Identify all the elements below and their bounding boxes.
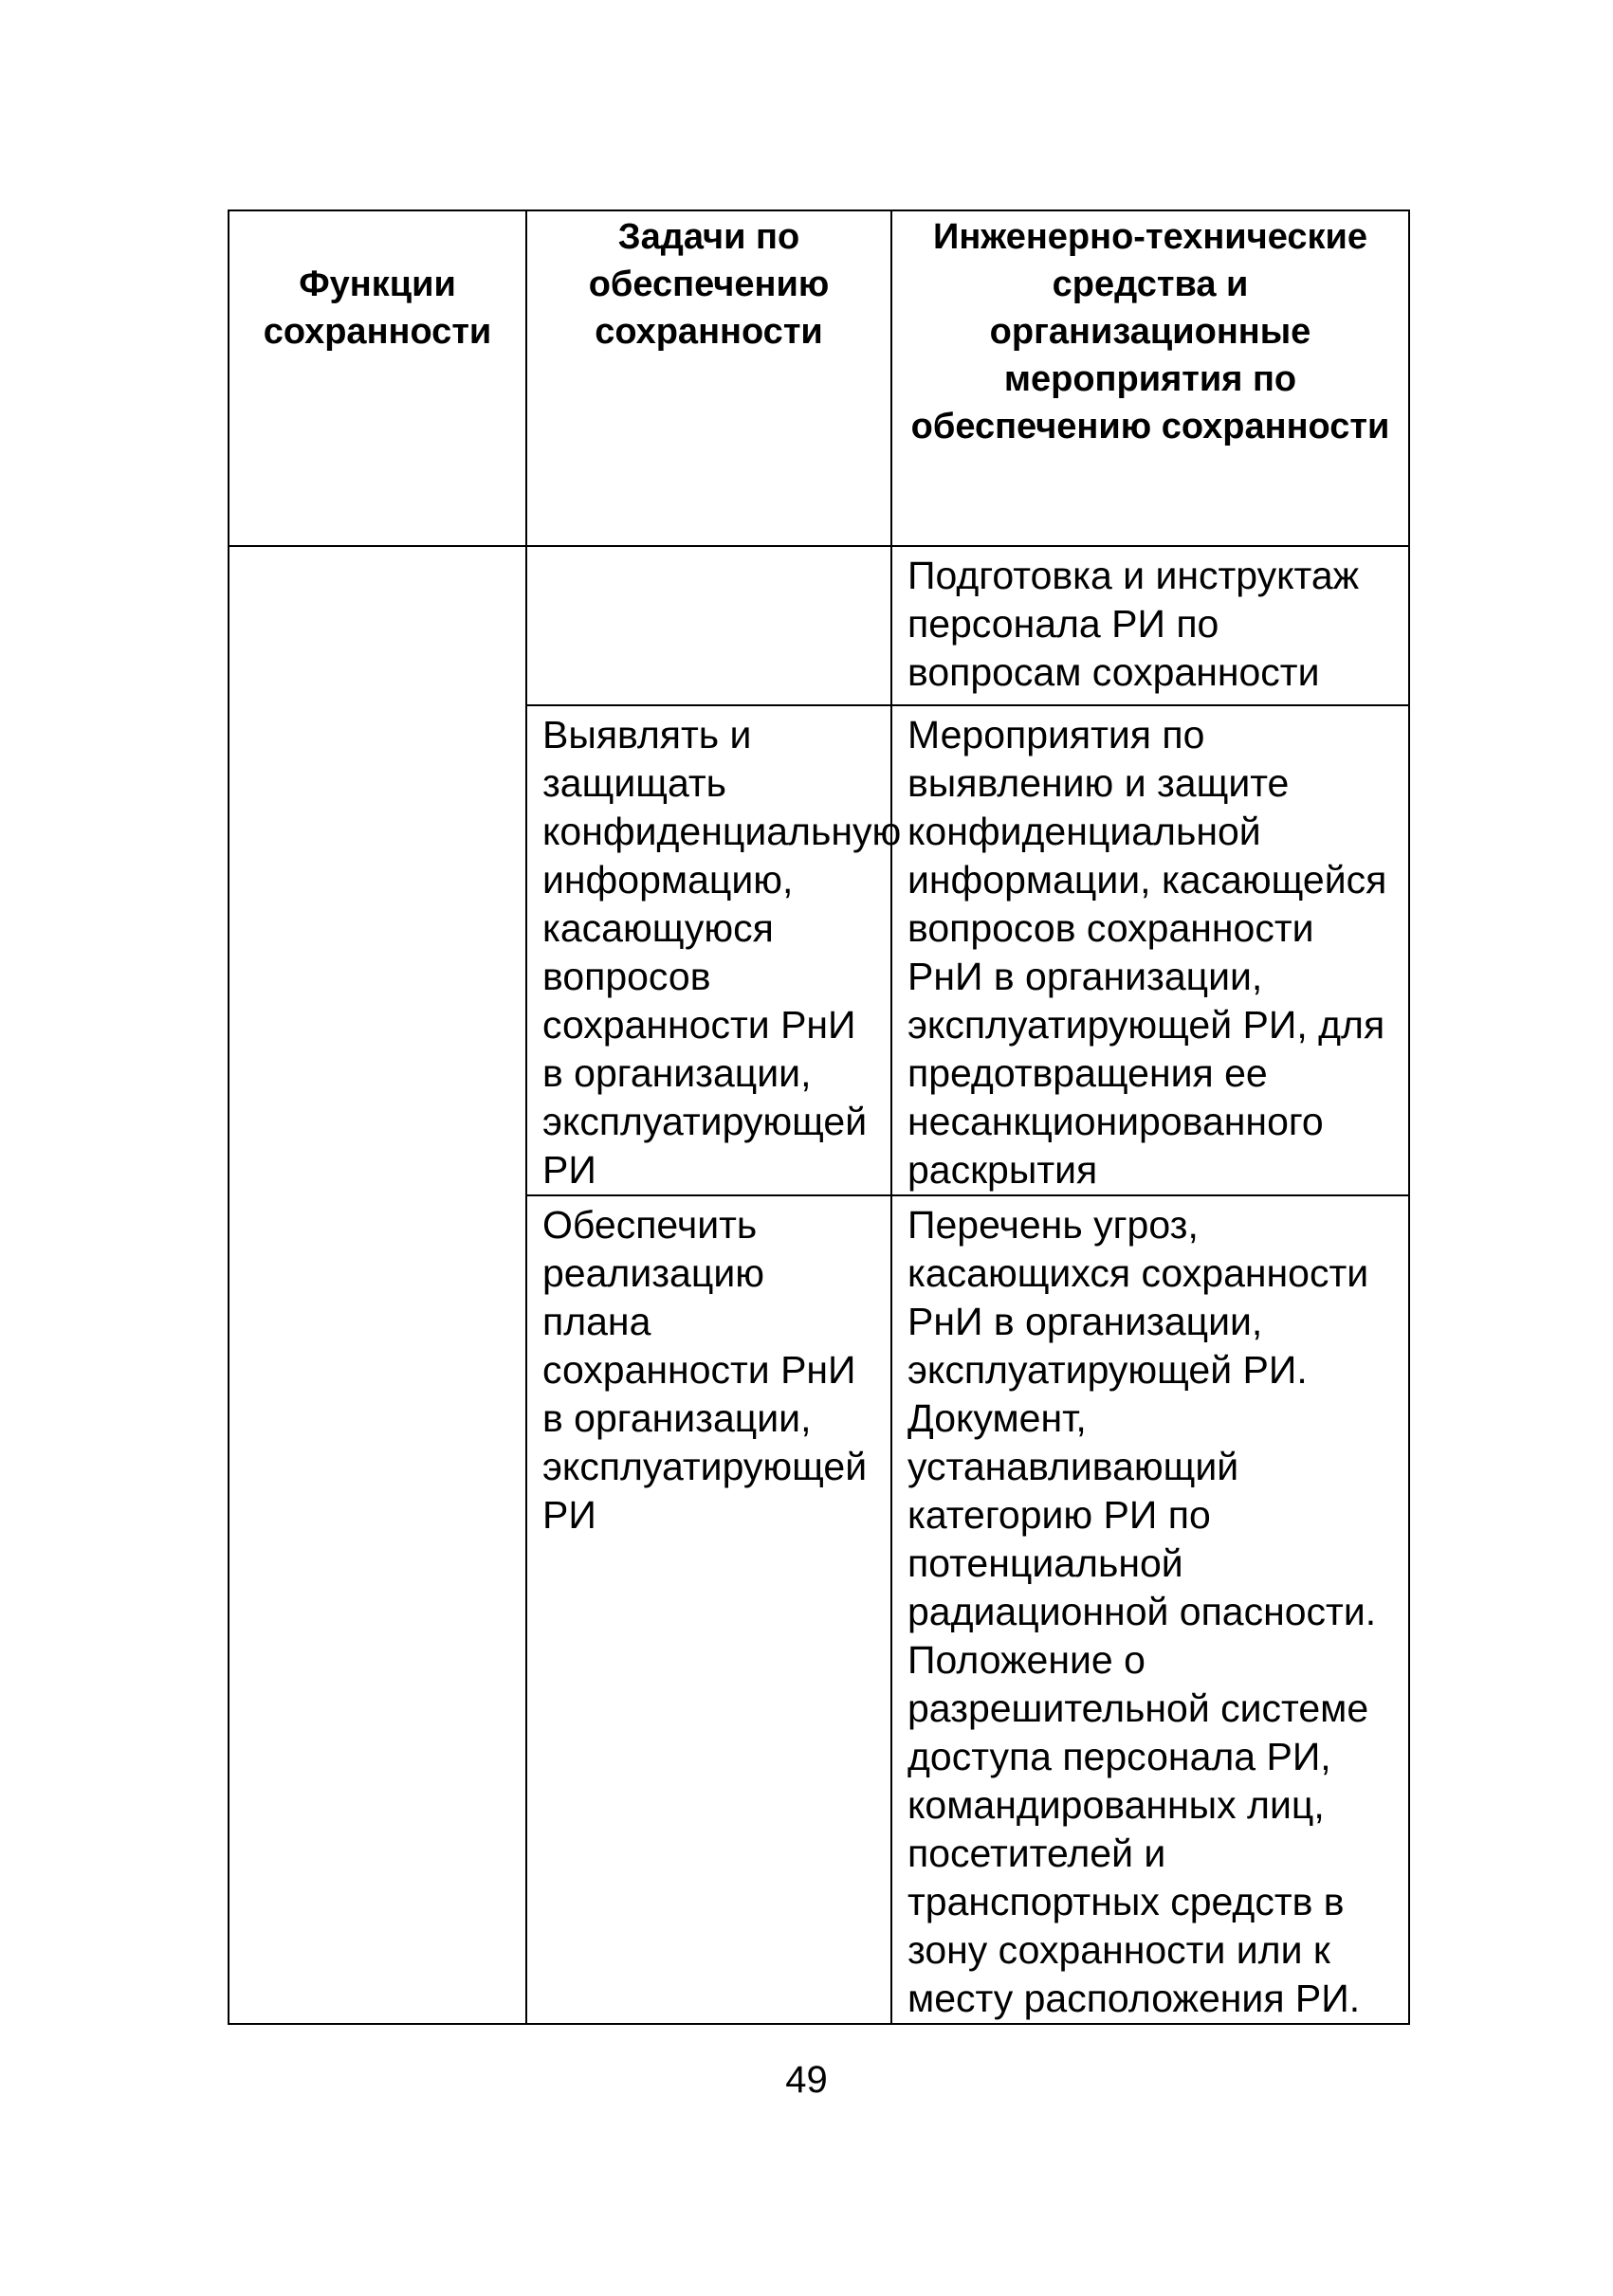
measures-cell [891, 705, 1409, 1195]
table-row [229, 546, 1409, 705]
measures-text: Перечень угроз, касающихся сохранности РнИ в организации, эксплуатирующей РИ. Документ, устанавливающий категорию РИ по потенциальной радиационной опасности. Положение о разрешительной системе доступа персонала РИ, командированных лиц, посетителей и транспортных средств в зону сохранности или к месту расположения РИ. [907, 1203, 1377, 2020]
task-text [527, 547, 890, 552]
table-header-row [229, 210, 1409, 546]
measures-cell [891, 1195, 1409, 2024]
task-text: Обеспечить реализацию плана сохранности РнИ в организации, эксплуатирующей РИ [542, 1203, 868, 1537]
safety-measures-table [228, 210, 1410, 2025]
header-functions [229, 210, 526, 546]
measures-text: Подготовка и инструктаж персонала РИ по вопросам сохранности [907, 554, 1360, 694]
task-cell [526, 1195, 891, 2024]
page-number: 49 [785, 2059, 828, 2101]
function-text [229, 547, 525, 552]
task-cell [526, 705, 902, 1195]
header-measures-label: Инженерно-технические средства и организационные мероприятия по обеспечению сохранности [910, 217, 1390, 446]
function-cell [229, 546, 526, 2024]
header-functions-label: Функции сохранности [263, 264, 492, 352]
measures-cell [891, 546, 1409, 705]
measures-text: Мероприятия по выявлению и защите конфиденциальной информации, касающейся вопросов сохранности РнИ в организации, эксплуатирующей РИ, для предотвращения ее несанкционированного раскрытия [907, 713, 1387, 1192]
header-tasks-label: Задачи по обеспечению сохранности [588, 217, 830, 352]
header-tasks [526, 210, 891, 546]
task-text: Выявлять и защищать конфиденциальную информацию, касающуюся вопросов сохранности РнИ в организации, эксплуатирующей РИ [542, 713, 902, 1192]
header-measures [891, 210, 1409, 546]
task-cell [526, 546, 891, 705]
